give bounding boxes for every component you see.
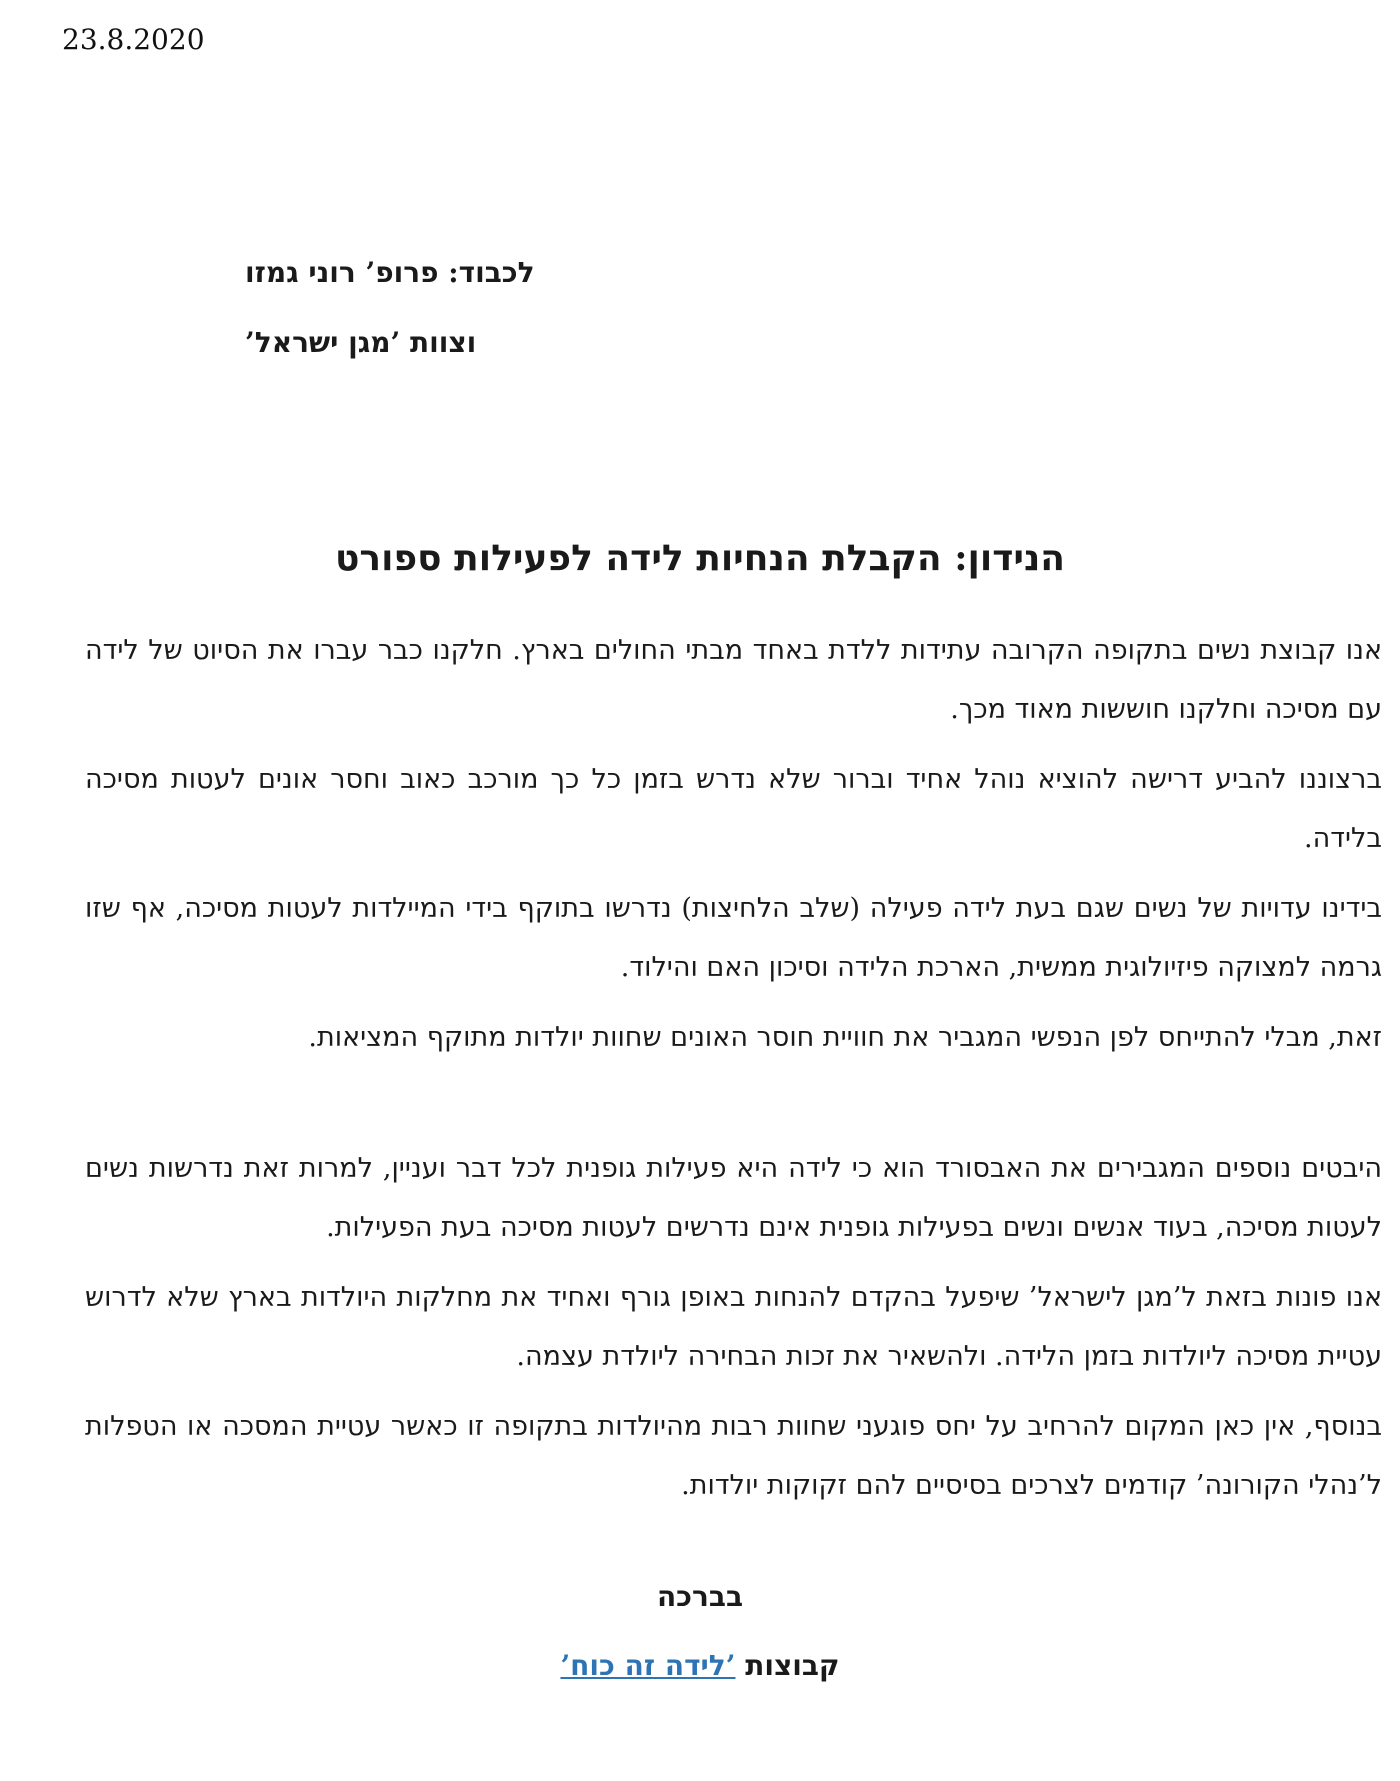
signature-prefix: קבוצות (735, 1649, 840, 1682)
signature-line (0, 1645, 1400, 1687)
paragraph-5: היבטים נוספים המגבירים את האבסורד הוא כי לידה היא פעילות גופנית לכל דבר ועניין, למרות זאת נדרשות נשים לעטות מסיכה, בעוד אנשים ונשים בפעילות גופנית אינם נדרשים לעטות מסיכה בעת הפעילות. (85, 1153, 1382, 1243)
closing-word: בברכה (656, 1580, 744, 1613)
paragraph-7: בנוסף, אין כאן המקום להרחיב על יחס פוגעני שחוות רבות מהיולדות בתקופה זו כאשר עטיית המסכה או הטפלות ל’נהלי הקורונה’ קודמים לצרכים בסיסיים להם זקוקות יולדות. (85, 1411, 1382, 1501)
signature-group-link[interactable]: ’לידה זה כוח’ (560, 1649, 736, 1682)
paragraph-2: ברצוננו להביע דרישה להוציא נוהל אחיד וברור שלא נדרש בזמן כל כך מורכב כאוב וחסר אונים לעטות מסיכה בלידה. (85, 764, 1382, 854)
letter-body (0, 621, 1400, 1515)
paragraph-4: זאת, מבלי להתייחס לפן הנפשי המגביר את חוויית חוסר האונים שחוות יולדות מתוקף המציאות. (308, 1022, 1382, 1053)
recipient-line-2: וצוות ’מגן ישראל’ (245, 326, 477, 359)
paragraph-3: בידינו עדויות של נשים שגם בעת לידה פעילה (שלב הלחיצות) נדרשו בתוקף בידי המיילדות לעטות מסיכה, אף שזו גרמה למצוקה פיזיולוגית ממשית, הארכת הלידה וסיכון האם והילוד. (85, 893, 1382, 983)
paragraph-6: אנו פונות בזאת ל’מגן לישראל’ שיפעל בהקדם להנחות באופן גורף ואחיד את מחלקות היולדות בארץ שלא לדרוש עטיית מסיכה ליולדות בזמן הלידה. ולהשאיר את זכות הבחירה ליולדת עצמה. (85, 1282, 1382, 1372)
recipient-block (0, 238, 1400, 378)
recipient-line-1: לכבוד: פרופ’ רוני גמזו (245, 256, 535, 289)
paragraph-1: אנו קבוצת נשים בתקופה הקרובה עתידות ללדת באחד מבתי החולים בארץ. חלקנו כבר עברו את הסיוט של לידה עם מסיכה וחלקנו חוששות מאוד מכך. (85, 635, 1382, 725)
letter-date: 23.8.2020 (62, 23, 205, 56)
subject-line: הנידון: הקבלת הנחיות לידה לפעילות ספורט (334, 537, 1066, 579)
